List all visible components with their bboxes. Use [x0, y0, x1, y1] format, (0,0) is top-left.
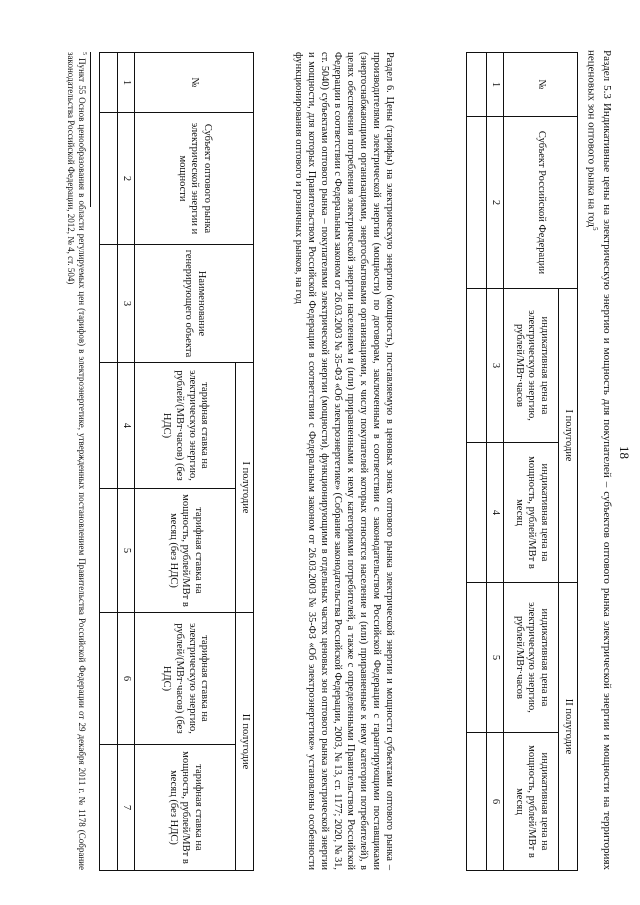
table-tariff-rates — [99, 52, 254, 871]
table-cell — [100, 363, 118, 489]
header-half-year-2: II полугодие — [559, 583, 578, 871]
column-number: 5 — [118, 489, 135, 613]
table-cell — [467, 53, 487, 117]
column-number: 1 — [487, 53, 504, 117]
table-row — [467, 53, 487, 871]
section-6-text: Раздел 6. Цены (тарифы) на электрическую энергию (мощность), поставляемую в ценовых зонах оптового рынка электрической энергии и мощности субъектами оптового рынка – производителями электрической энергии (мощности) по договорам, заключенным в соответствии с законодательством Российской Федерации с гарантирующими поставщиками (энергоснабжающими организациями, энергосбытовыми организациями, к числу покупателей которых относятся население и (или) приравненные к нему категории потребителей), в целях обеспечения потребления электрической энергии населением и (или) приравненными к нему категориями потребителей, а также с определенными Правительством Российской Федерации в соответствии с Федеральным законом от 26.03.2003 № 35-ФЗ «Об электроэнергетике» (Собрание законодательства Российской Федерации, 2003, № 13, ст. 1177; 2020, № 31, ст. 5040) субъектами оптового рынка – покупателями электрической энергии (мощности), функционирующими в отдельных частях ценовых зон оптового рынка электрической энергии и мощности, для которых Правительством Российской Федерации в соответствии с Федеральным законом от 26.03.2003 № 35-ФЗ «Об электроэнергетике» установлены особенности функционирования оптового и розничных рынков, на год — [292, 52, 395, 870]
table-header-row — [559, 53, 578, 871]
column-number: 7 — [118, 745, 135, 871]
header-half-year-1: I полугодие — [236, 363, 254, 613]
table-row — [100, 53, 118, 871]
table-cell — [467, 443, 487, 583]
column-number-row — [118, 53, 135, 871]
footnote-mark: 5 — [81, 52, 87, 55]
column-number: 3 — [487, 289, 504, 443]
table-cell — [100, 113, 118, 245]
column-number: 5 — [487, 583, 504, 733]
table-cell — [467, 733, 487, 871]
col-header-capacity-tariff-h2: тарифная ставка на мощность, рублей/МВт в месяц (без НДС) — [135, 745, 236, 871]
column-number: 6 — [118, 613, 135, 745]
col-header-capacity-tariff-h1: тарифная ставка на мощность, рублей/МВт в месяц (без НДС) — [135, 489, 236, 613]
table-cell — [100, 745, 118, 871]
col-header-energy-price-h1: индикативная цена на электрическую энергию, рублей/МВт·часов — [504, 289, 559, 443]
col-header-capacity-price-h2: индикативная цена на мощность, рублей/МВт в месяц — [504, 733, 559, 871]
footnote — [65, 52, 88, 870]
col-header-energy-tariff-h1: тарифная ставка на электрическую энергию, рублей/(МВт·часов) (без НДС) — [135, 363, 236, 489]
table-cell — [467, 289, 487, 443]
col-header-energy-price-h2: индикативная цена на электрическую энергию, рублей/МВт·часов — [504, 583, 559, 733]
table-cell — [100, 489, 118, 613]
col-header-generating-facility: Наименование генерирующего объекта — [135, 245, 254, 363]
column-number: 4 — [487, 443, 504, 583]
column-number: 2 — [118, 113, 135, 245]
table-cell — [467, 117, 487, 289]
column-number: 6 — [487, 733, 504, 871]
header-half-year-1: I полугодие — [559, 289, 578, 583]
table-header-row — [236, 53, 254, 871]
section-5-3-title-text: Раздел 5.3 Индикативные цены на электрическую энергию и мощность для покупателей – субъектов оптового рынка электрической энергии и мощности на территориях неценовых зон оптового рынка на год — [585, 50, 613, 870]
footnote-reference: 5 — [591, 226, 600, 231]
column-number: 2 — [487, 117, 504, 289]
table-cell — [100, 53, 118, 113]
col-header-market-subject: Субъект оптового рынка электрической энергии и мощности — [135, 113, 254, 245]
footnote-text: Пункт 55 Основ ценообразования в области регулируемых цен (тарифов) в электроэнергетике, утвержденных постановлением Правительства Российской Федерации от 29 декабря 2011 г. № 1178 (Собрание законодательства Российской Федерации, 2012, № 4, ст. 504) — [65, 52, 87, 870]
section-5-3-title — [584, 50, 614, 870]
table-cell — [100, 245, 118, 363]
table-cell — [100, 613, 118, 745]
header-half-year-2: II полугодие — [236, 613, 254, 871]
footnote-separator — [90, 52, 91, 207]
table-cell — [467, 583, 487, 733]
column-number: 3 — [118, 245, 135, 363]
table-indicative-prices — [466, 52, 578, 871]
col-header-capacity-price-h1: индикативная цена на мощность, рублей/МВт в месяц — [504, 443, 559, 583]
page-number: 18 — [617, 446, 632, 459]
column-number: 4 — [118, 363, 135, 489]
column-number: 1 — [118, 53, 135, 113]
col-header-region: Субъект Российской Федерации — [504, 117, 578, 289]
col-header-energy-tariff-h2: тарифная ставка на электрическую энергию, рублей/(МВт·часов) (без НДС) — [135, 613, 236, 745]
col-header-number: № — [504, 53, 578, 117]
column-number-row — [487, 53, 504, 871]
col-header-number: № — [135, 53, 254, 113]
